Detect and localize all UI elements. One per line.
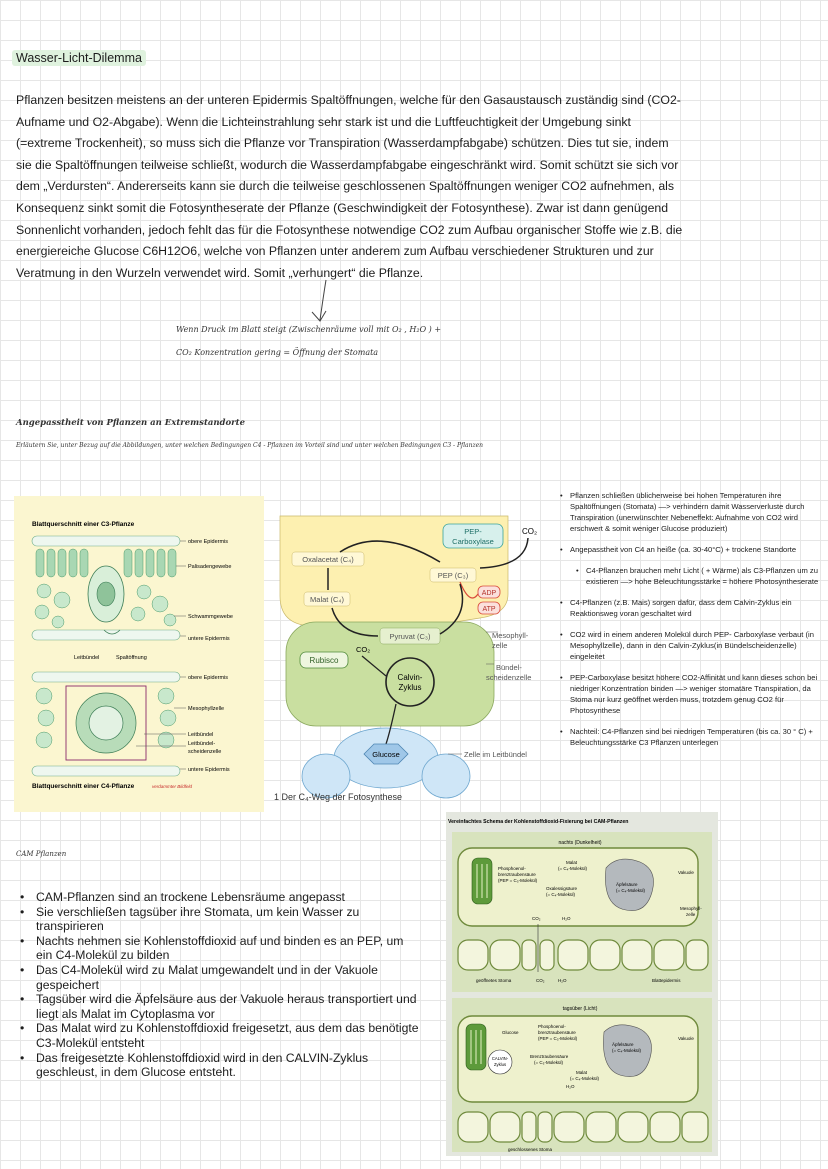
c3-title: Blattquerschnitt einer C3-Pflanze <box>32 521 135 528</box>
buendel-line-2: scheidenzelle <box>486 673 532 682</box>
handwritten-note-line-1: Wenn Druck im Blatt steigt (Zwischenräume voll mit O₂ , H₂O ) + <box>176 325 442 334</box>
night-malat-line-1: Malat <box>566 860 578 865</box>
adp-label: ADP <box>481 590 497 597</box>
handwritten-arrow-icon <box>300 278 340 324</box>
cam-figure-illustration <box>446 812 718 1156</box>
cam-point: • Sie verschließen tagsüber ihre Stomata, um kein Wasser zu transpirieren <box>20 905 420 934</box>
annotation: verdammter Bildfeld <box>152 784 193 789</box>
cam-figure <box>446 812 718 1156</box>
label-untere-epidermis: untere Epidermis <box>188 636 230 642</box>
night-pep-line-3: (PEP = C₃-Molekül) <box>498 878 538 883</box>
c4-pathway-illustration <box>270 496 558 812</box>
day-malat-line-2: (= C₄-Molekül) <box>570 1076 599 1081</box>
night-mesophyll-line-2: zelle <box>686 912 696 917</box>
cam-label: CAM Pflanzen <box>16 850 67 858</box>
night-pep-line-1: Phosphoenol- <box>498 866 526 871</box>
glucose-label: Glucose <box>372 750 400 759</box>
c4-note: • Angepasstheit von C4 an heiße (ca. 30-40°C) + trockene Standorte <box>560 544 822 555</box>
mesophyll-line-2: zelle <box>492 641 508 650</box>
cam-point: • Das Malat wird zu Kohlenstoffdioxid freigesetzt, aus dem das benötigte C3-Molekül entsteht <box>20 1021 420 1050</box>
day-pep-line-1: Phosphoenol- <box>538 1024 566 1029</box>
night-mesophyll-line-1: Mesophyll- <box>680 906 702 911</box>
pep-carboxylase-line-1: PEP- <box>464 527 482 536</box>
day-calvin-line-2: Zyklus <box>493 1062 507 1067</box>
label-untere-epidermis-c4: untere Epidermis <box>188 767 230 773</box>
atp-label: ATP <box>482 606 496 613</box>
cam-points-list <box>20 890 420 1080</box>
night-oxal-line-1: Oxalessigsäure <box>546 886 578 891</box>
night-panel <box>452 832 712 992</box>
day-malat-line-1: Malat <box>576 1070 588 1075</box>
leaf-cross-section-figure <box>14 496 264 812</box>
intro-paragraph: Pflanzen besitzen meistens an der unteren Epidermis Spaltöffnungen, welche für den Gasaustausch zuständig sind (CO2-Aufname und O2-Abgabe). Wenn die Lichteinstrahlung sehr stark ist und die Luftfeuchtigkeit der Umgebung sinkt (=extreme Trockenheit), so muss sich die Pflanze vor Transpiration (Wasserdampfabgabe) schützen. Dies tut sie, indem sie die Spaltöffnungen teilweise schließt, wodurch die Wasserdampfabgabe eingeschränkt wird. Somit schützt sie sich vor dem „Verdursten“. Andererseits kann sie durch die teilweise geschlossenen Spaltöffnungen weniger CO2 aufnehmen, als Konsequenz sinkt somit die Fotosyntheserate der Pflanze (Geschwindigkeit der Fotosynthese). Zwar ist dann genügend Sonnenlicht vorhanden, jedoch fehlt das für die Fotosynthese notwendige CO2 zum Aufbau organischer Stoffe wie z.B. die energiereiche Glucose C6H12O6, welche von Pflanzen unter anderem zum Aufbau verschiedener Strukturen und zur Veratmung in den Wurzeln verwendet wird. Somit „verhungert“ die Pflanze. <box>16 93 683 280</box>
pyruvat-label: Pyruvat (C₃) <box>389 632 431 641</box>
calvin-line-2: Zyklus <box>398 683 422 692</box>
label-mesophyllzelle: Mesophyllzelle <box>188 706 225 712</box>
cam-point: • Das freigesetzte Kohlenstoffdioxid wird in den CALVIN-Zyklus geschleust, in dem Glucose entsteht. <box>20 1051 420 1080</box>
night-vakuole: Vakuole <box>678 870 694 875</box>
day-apfel-line-1: Äpfelsäure <box>612 1042 634 1047</box>
rubisco-label: Rubisco <box>309 656 339 665</box>
day-glucose: Glucose <box>502 1030 519 1035</box>
pep-carboxylase-line-2: Carboxylase <box>452 537 494 546</box>
night-label: nachts (Dunkelheit) <box>558 840 602 846</box>
handwritten-note-line-2: CO₂ Konzentration gering = Öffnung der Stomata <box>176 348 379 357</box>
c4-note: • Nachteil: C4-Pflanzen sind bei niedrigen Temperaturen (bis ca. 30 ° C) + Beleuchtungsstärke C3 Pflanzen unterlegen <box>560 726 822 748</box>
mesophyll-line-1: Mesophyll- <box>492 631 529 640</box>
night-blattepidermis: Blattepidermis <box>652 978 681 983</box>
cam-figure-title: Vereinfachtes Schema der Kohlenstoffdioxid-Fixierung bei CAM-Pflanzen <box>448 819 629 825</box>
label-bundle-sheath-line-2: scheidenzelle <box>188 749 222 755</box>
c4-note: • C4-Pflanzen (z.B. Mais) sorgen dafür, dass dem Calvin-Zyklus ein Reaktionsweg voran geschaltet wird <box>560 597 822 619</box>
night-apfel-line-1: Äpfelsäure <box>616 882 638 887</box>
label-leitbuendel-c4: Leitbündel <box>188 732 214 738</box>
c4-leaf <box>32 672 180 776</box>
night-pep-line-2: brenztraubensäure <box>498 872 536 877</box>
day-label: tagsüber (Licht) <box>562 1006 598 1012</box>
night-malat-line-2: (= C₄-Molekül) <box>558 866 587 871</box>
day-calvin-line-1: CALVIN- <box>491 1056 509 1061</box>
section-title: Wasser-Licht-Dilemma <box>12 50 146 66</box>
oxalacetat-label: Oxalacetat (C₄) <box>302 555 354 564</box>
c4-notes-list <box>560 490 822 758</box>
c4-note: • PEP-Carboxylase besitzt höhere CO2-Affinität und kann dieses schon bei niedriger Konzentration binden —> weniger stomatäre Transpiration, da Stoma nur kurz geöffnet werden muss, trotzdem genug CO2 für Photosynthese <box>560 672 822 716</box>
leaf-cross-section-illustration <box>14 496 264 812</box>
label-schwammgewebe: Schwammgewebe <box>188 614 233 620</box>
buendel-line-1: Bündel- <box>496 663 522 672</box>
day-brenz-line-1: Brenztraubensäure <box>530 1054 569 1059</box>
night-co2: CO₂ <box>532 916 541 921</box>
co2-top-label: CO₂ <box>522 527 538 536</box>
day-panel <box>452 998 712 1152</box>
malat-label: Malat (C₄) <box>310 595 344 604</box>
label-obere-epidermis: obere Epidermis <box>188 539 229 545</box>
c4-caption: 1 Der C₄-Weg der Fotosynthese <box>274 792 403 802</box>
day-brenz-line-2: (= C₃-Molekül) <box>534 1060 563 1065</box>
pep-label: PEP (C₃) <box>437 571 469 580</box>
night-co2-bottom: CO₂ <box>536 978 545 983</box>
c4-title: Blattquerschnitt einer C4-Pflanze <box>32 783 135 790</box>
day-pep-line-2: brenztraubensäure <box>538 1030 576 1035</box>
night-apfel-line-2: (= C₄-Molekül) <box>616 888 645 893</box>
night-oxal-line-2: (= C₄-Molekül) <box>546 892 575 897</box>
label-leitbuendel: Leitbündel <box>74 655 100 661</box>
co2-mid-label: CO₂ <box>356 645 371 654</box>
task-text: Erläutern Sie, unter Bezug auf die Abbildungen, unter welchen Bedingungen C4 - Pflanzen im Vorteil sind und unter welchen Bedingungen C3 - Pflanzen <box>16 442 484 449</box>
cam-point: • Nachts nehmen sie Kohlenstoffdioxid auf und binden es an PEP, um ein C4-Molekül zu bilden <box>20 934 420 963</box>
c4-pathway-diagram <box>270 496 558 812</box>
c4-note: • Pflanzen schließen üblicherweise bei hohen Temperaturen ihre Spaltöffnungen (Stomata) —> verhindern damit Wasserverluste durch Transpiration (unerwünschter Nebeneffekt: Aufnahme von CO2 wird erschwert & somit weniger Glucose produziert) <box>560 490 822 534</box>
label-palisadengewebe: Palisadengewebe <box>188 564 232 570</box>
cam-point: • Tagsüber wird die Äpfelsäure aus der Vakuole heraus transportiert und liegt als Malat im Cytoplasma vor <box>20 992 420 1021</box>
night-stoma: geöffnetes Stoma <box>476 978 512 983</box>
cam-point: • Das C4-Molekül wird zu Malat umgewandelt und in der Vakuole gespeichert <box>20 963 420 992</box>
cam-point: • CAM-Pflanzen sind an trockene Lebensräume angepasst <box>20 890 420 905</box>
calvin-line-1: Calvin- <box>397 673 423 682</box>
day-stoma: geschlossenes Stoma <box>508 1147 553 1152</box>
label-obere-epidermis-c4: obere Epidermis <box>188 675 229 681</box>
day-pep-line-3: (PEP = C₃-Molekül) <box>538 1036 578 1041</box>
adaptation-heading: Angepasstheit von Pflanzen an Extremstandorte <box>16 418 245 428</box>
c4-note: • C4-Pflanzen brauchen mehr Licht ( + Wärme) als C3-Pflanzen um zu existieren —> hohe Beleuchtungsstärke = höhere Photosyntheserate <box>576 565 822 587</box>
c3-leaf <box>32 536 180 640</box>
label-bundle-sheath-line-1: Leitbündel- <box>188 741 216 747</box>
day-h2o: H₂O <box>566 1084 575 1089</box>
day-vakuole: Vakuole <box>678 1036 694 1041</box>
night-h2o: H₂O <box>562 916 571 921</box>
night-h2o-bottom: H₂O <box>558 978 567 983</box>
zelle-leitbuendel-label: Zelle im Leitbündel <box>464 750 527 759</box>
day-apfel-line-2: (= C₄-Molekül) <box>612 1048 641 1053</box>
c4-note: • CO2 wird in einem anderen Molekül durch PEP- Carboxylase verbaut (in Mesophyllzelle), dann in den Calvin-Zyklus(in Bündelscheidenzelle) eingeleitet <box>560 629 822 662</box>
label-spaltoeffnung: Spaltöffnung <box>116 655 147 661</box>
